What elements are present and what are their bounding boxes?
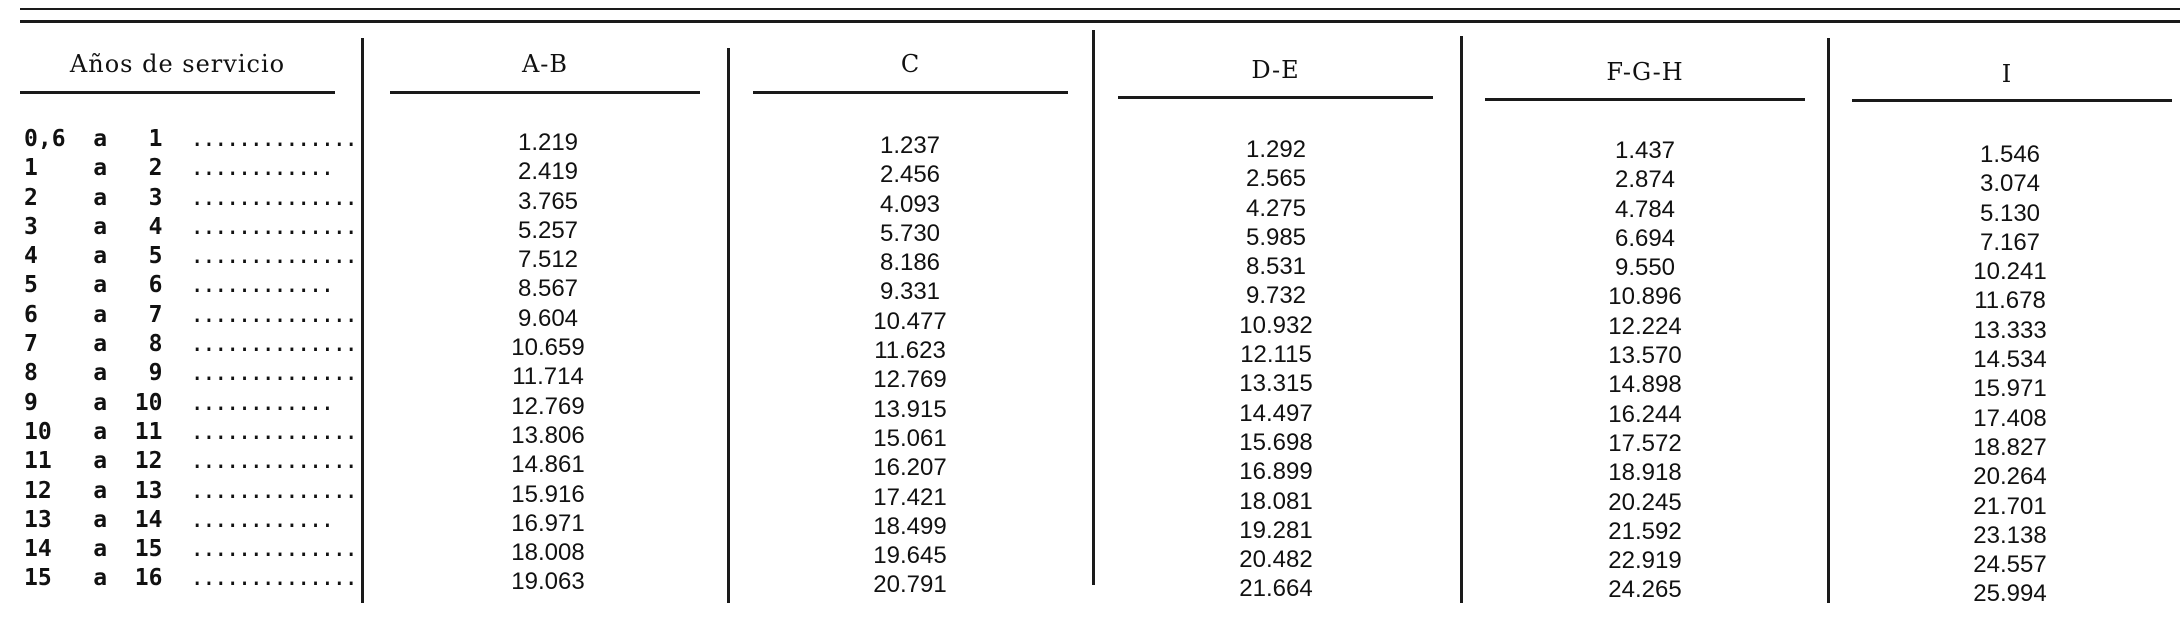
row-label-text: 4 a 5 [24,243,163,270]
table-cell-i: 5.130 [1979,199,2041,227]
leader-dots: .............. [190,126,357,152]
table-cell-ab: 9.604 [517,304,579,332]
table-cell-ab: 5.257 [517,216,579,244]
row-label-text: 2 a 3 [24,184,163,211]
table-cell-c: 2.456 [879,161,941,189]
table-cell-i: 25.994 [1973,580,2047,608]
table-cell-c: 15.061 [873,424,947,452]
column-separator [1460,36,1463,603]
table-cell-de: 5.985 [1245,223,1307,251]
leader-dots: .............. [190,536,357,563]
table-cell-c: 20.791 [873,571,947,599]
table-cell-ab: 15.916 [511,480,585,508]
table-cell-c: 9.331 [879,278,941,306]
leader-dots: ............ [190,272,333,299]
table-cell-c: 17.421 [873,483,947,511]
leader-dots: .............. [190,184,357,211]
table-cell-c: 1.237 [879,132,941,159]
header-fgh: F-G-H [1606,58,1684,86]
table-cell-c: 11.623 [874,337,946,365]
table-cell-de: 4.275 [1245,194,1307,222]
table-cell-de: 18.081 [1239,487,1313,515]
row-label-text: 5 a 6 [24,272,163,299]
table-cell-de: 13.315 [1239,370,1313,398]
row-label [24,330,356,359]
table-cell-ab: 1.219 [517,129,579,156]
table-cell-fgh: 21.592 [1608,517,1682,545]
leader-dots: ............ [190,506,333,533]
leader-dots: .............. [190,301,357,328]
table-cell-de: 16.899 [1239,458,1313,486]
row-label-text: 14 a 15 [24,536,163,563]
table-cell-fgh: 18.918 [1608,459,1682,487]
row-label-text: 7 a 8 [24,331,163,358]
column-de-values [1176,135,1376,604]
header-c-underline [753,91,1068,94]
table-cell-fgh: 13.570 [1608,342,1682,370]
leader-dots: .............. [190,448,357,475]
table-cell-i: 18.827 [1973,433,2047,461]
table-cell-fgh: 17.572 [1608,429,1682,457]
table-cell-c: 4.093 [879,190,941,218]
table-cell-fgh: 16.244 [1608,400,1682,428]
table-cell-fgh: 1.437 [1614,137,1676,164]
table-cell-ab: 7.512 [517,246,579,274]
row-labels [24,125,356,594]
table-cell-de: 20.482 [1239,546,1313,574]
header-de-underline [1118,96,1433,99]
header-years-underline [20,91,335,94]
table-cell-de: 15.698 [1239,428,1313,456]
row-label [24,418,356,447]
column-fgh-values [1545,136,1745,605]
row-label [24,506,356,535]
leader-dots: ............ [190,155,333,182]
table-cell-de: 8.531 [1245,253,1307,281]
table-cell-c: 16.207 [873,454,947,482]
row-label-text: 8 a 9 [24,360,163,387]
table-cell-i: 13.333 [1973,316,2047,344]
table-cell-fgh: 12.224 [1608,312,1682,340]
header-c: C [900,50,921,78]
table-cell-i: 24.557 [1973,551,2047,579]
table-cell-i: 14.534 [1973,346,2047,374]
leader-dots: .............. [190,477,357,504]
table-cell-ab: 11.714 [512,363,584,391]
row-label-text: 15 a 16 [24,565,163,592]
table-cell-fgh: 14.898 [1608,371,1682,399]
table-cell-ab: 13.806 [511,421,585,449]
table-cell-c: 8.186 [879,249,941,277]
table-cell-i: 17.408 [1973,404,2047,432]
table-cell-c: 10.477 [873,307,947,335]
header-de: D-E [1251,56,1300,84]
column-separator [361,38,364,603]
leader-dots: .............. [190,418,357,445]
table-cell-ab: 12.769 [511,392,585,420]
column-separator [1827,38,1830,603]
row-label-text: 13 a 14 [24,506,163,533]
leader-dots: .............. [190,213,357,240]
table-cell-ab: 19.063 [511,568,585,596]
row-label-text: 6 a 7 [24,301,163,328]
table-cell-c: 18.499 [873,512,947,540]
table-cell-ab: 3.765 [517,187,579,215]
table-cell-i: 23.138 [1973,521,2047,549]
row-label [24,477,356,506]
table-cell-fgh: 2.874 [1614,166,1676,194]
header-years: Años de servicio [69,50,286,78]
table-cell-ab: 16.971 [511,509,585,537]
row-label [24,535,356,564]
row-label-text: 9 a 10 [24,389,163,416]
table-cell-i: 3.074 [1979,170,2041,198]
row-label [24,301,356,330]
header-i: I [2001,60,2013,88]
leader-dots: .............. [190,565,357,592]
column-separator [727,48,730,603]
leader-dots: .............. [190,243,357,270]
column-ab-values [448,128,648,597]
table-cell-ab: 10.659 [511,334,585,362]
table-cell-de: 12.115 [1240,341,1312,369]
row-label [24,213,356,242]
table-cell-ab: 18.008 [511,539,585,567]
table-cell-c: 13.915 [873,395,947,423]
table-cell-i: 20.264 [1973,463,2047,491]
table-cell-de: 14.497 [1239,399,1313,427]
column-i-values [1910,140,2110,609]
row-label-text: 1 a 2 [24,155,163,182]
table-cell-i: 11.678 [1974,287,2046,315]
table-cell-fgh: 20.245 [1608,488,1682,516]
table-cell-i: 1.546 [1979,141,2041,168]
row-label [24,154,356,183]
table-cell-i: 15.971 [1973,375,2047,403]
row-label [24,125,356,154]
table-cell-ab: 2.419 [517,158,579,186]
row-label [24,359,356,388]
top-rule [20,8,2180,10]
header-i-underline [1852,99,2172,102]
table-cell-c: 19.645 [873,542,947,570]
table-cell-ab: 8.567 [517,275,579,303]
row-label-text: 3 a 4 [24,213,163,240]
table-cell-de: 1.292 [1245,136,1307,163]
row-label [24,564,356,593]
table-cell-fgh: 24.265 [1608,576,1682,604]
table-cell-fgh: 9.550 [1614,254,1676,282]
leader-dots: .............. [190,331,357,358]
column-separator [1092,30,1095,585]
row-label-text: 10 a 11 [24,418,163,445]
table-cell-de: 10.932 [1239,311,1313,339]
table-cell-i: 10.241 [1973,258,2047,286]
table-cell-de: 2.565 [1245,165,1307,193]
header-fgh-underline [1485,98,1805,101]
table-cell-i: 21.701 [1973,492,2047,520]
table-cell-i: 7.167 [1979,228,2041,256]
column-c-values [810,131,1010,600]
table-cell-de: 9.732 [1245,282,1307,310]
table-cell-fgh: 10.896 [1608,283,1682,311]
row-label-text: 11 a 12 [24,448,163,475]
table-cell-de: 21.664 [1239,575,1313,603]
row-label [24,184,356,213]
header-ab: A-B [521,50,569,78]
row-label-text: 12 a 13 [24,477,163,504]
row-label [24,271,356,300]
top-rule-double [20,20,2180,23]
row-label [24,447,356,476]
leader-dots: .............. [190,360,357,387]
table-cell-fgh: 6.694 [1614,224,1676,252]
table-cell-fgh: 4.784 [1614,195,1676,223]
table-cell-c: 5.730 [879,219,941,247]
row-label [24,242,356,271]
table-cell-c: 12.769 [873,366,947,394]
header-ab-underline [390,91,700,94]
table-cell-ab: 14.861 [511,451,585,479]
table-cell-de: 19.281 [1239,516,1313,544]
leader-dots: ............ [190,389,333,416]
row-label [24,389,356,418]
row-label-text: 0,6 a 1 [24,126,163,152]
table-cell-fgh: 22.919 [1608,547,1682,575]
